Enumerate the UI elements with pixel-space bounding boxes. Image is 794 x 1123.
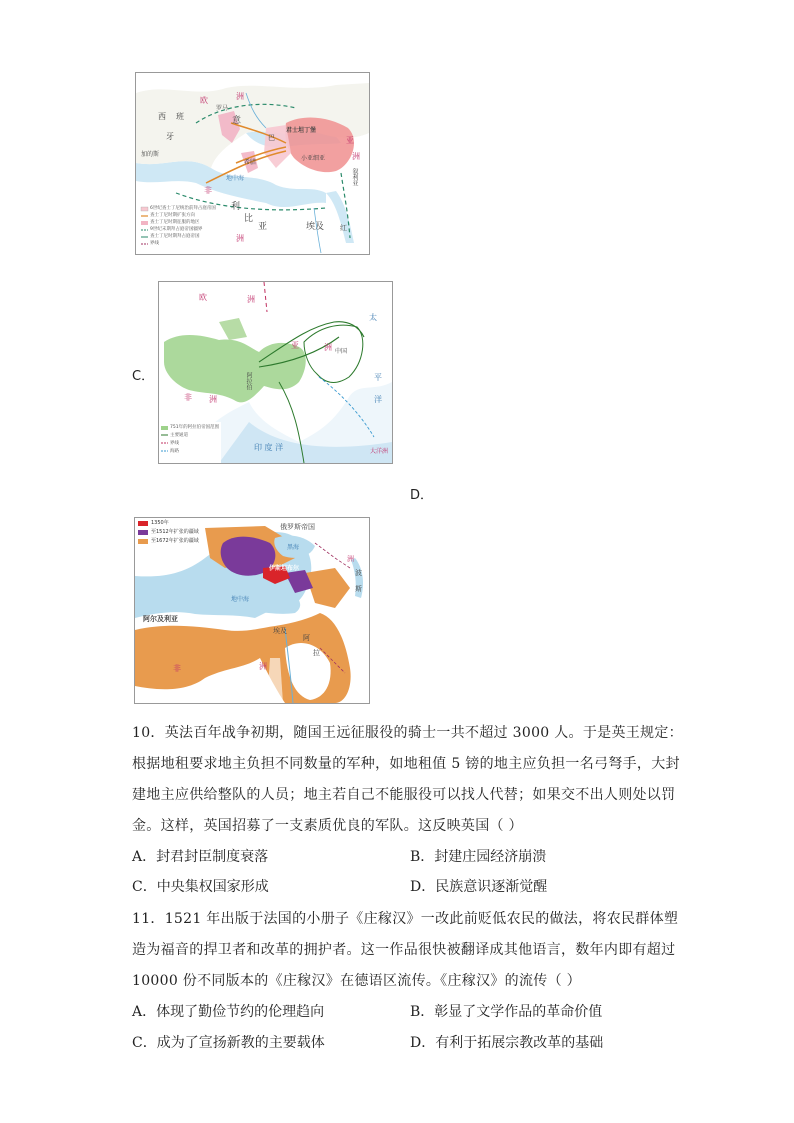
map-label: 牙 [166, 132, 174, 141]
map-label: 地中海 [231, 596, 250, 603]
map-label: 伊斯坦布尔 [269, 565, 300, 572]
q11-option-a[interactable]: A．体现了勤俭节约的伦理趋向 [132, 1004, 325, 1020]
question-11-line: 11．1521 年出版于法国的小册子《庄稼汉》一改此前贬低农民的做法，将农民群体塑 [132, 911, 679, 927]
map-label: 太 [369, 313, 377, 322]
q11-option-c[interactable]: C．成为了宣扬新教的主要载体 [132, 1035, 325, 1051]
map-label: 埃及 [306, 222, 325, 232]
map-label: 洲 [236, 92, 244, 101]
question-11-line: 造为福音的捍卫者和改革的拥护者。这一作品很快被翻译成其他语言，数年内即有超过 [132, 942, 676, 958]
map-label: 平 [374, 373, 382, 382]
map-label: 洲 [352, 152, 360, 161]
option-c-label: C． [132, 369, 155, 384]
map-label: 小亚细亚 [301, 155, 326, 162]
map-label: 希腊 [244, 159, 257, 166]
map-label: 洲 [324, 343, 332, 352]
map-label: 大洋洲 [370, 448, 389, 455]
legend-item: 9世纪末期拜占庭帝国疆界 [150, 227, 203, 232]
map-label: 巴 [268, 134, 275, 142]
map-label: 班 [176, 112, 184, 121]
q10-option-d[interactable]: D．民族意识逐渐觉醒 [410, 879, 548, 895]
map-label: 阿拉伯 [245, 372, 252, 390]
map-label: 洲 [259, 662, 267, 671]
map-label: 中国 [335, 348, 348, 355]
map-label: 洲 [347, 555, 354, 563]
map-label: 波 [355, 569, 362, 577]
q10-option-a[interactable]: A．封君封臣制度衰落 [132, 849, 269, 865]
map-label: 非 [184, 393, 192, 402]
map-label: 阿 [303, 634, 310, 642]
map-label: 欧 [199, 293, 207, 302]
map-label: 洲 [247, 295, 255, 304]
map-label: 欧 [200, 96, 208, 105]
map-label: 意 [232, 116, 242, 126]
map-label: 俄罗斯帝国 [280, 523, 315, 531]
legend-item: 6世纪查士丁尼统治前拜占庭帝国 [150, 206, 216, 211]
legend-item: 界线 [170, 441, 179, 446]
question-10-line: 10．英法百年战争初期，随国王远征服役的骑士一共不超过 3000 人。于是英王规定： [132, 725, 683, 741]
map-label: 斯 [355, 585, 362, 593]
legend-item: 至1512年扩张的疆域 [151, 529, 199, 535]
q10-option-b[interactable]: B．封建庄园经济崩溃 [410, 849, 547, 865]
map-label: 利 [231, 202, 241, 212]
map-label: 罗马 [216, 105, 229, 112]
map-arabic-empire [158, 281, 393, 464]
map-label: 地中海 [226, 175, 245, 182]
map-label: 阿尔及利亚 [143, 615, 178, 623]
map-label: 洋 [374, 395, 382, 404]
legend-item: 查士丁尼时期拜占庭帝国 [150, 234, 200, 239]
legend-item: 查士丁尼时期扩张方向 [150, 213, 195, 218]
question-10-line: 金。这样，英国招募了一支素质优良的军队。这反映英国（ ） [132, 818, 523, 834]
map-label: 亚 [346, 136, 354, 145]
question-11-line: 10000 份不同版本的《庄稼汉》在德语区流传。《庄稼汉》的流传（ ） [132, 973, 581, 989]
map-label: 埃及 [273, 627, 287, 635]
map-label: 洲 [209, 395, 217, 404]
option-d-label: D． [410, 488, 434, 503]
map-label: 西 [158, 112, 166, 121]
map-label: 亚 [291, 341, 299, 350]
legend-item: 至1672年扩张的疆域 [151, 538, 199, 544]
map-label: 亚 [258, 222, 268, 232]
legend-item: 查士丁尼时期征服的地区 [150, 220, 200, 225]
map-label: 非 [204, 186, 212, 195]
legend-item: 751年的阿拉伯帝国范围 [170, 425, 220, 430]
map-label: 非 [173, 664, 181, 673]
map-label: 印 度 洋 [254, 443, 284, 452]
map-label: 黑海 [287, 544, 300, 551]
legend-item: 界线 [150, 241, 159, 246]
q11-option-d[interactable]: D．有利于拓展宗教改革的基础 [410, 1035, 604, 1051]
q10-option-c[interactable]: C．中央集权国家形成 [132, 879, 269, 895]
map-label: 加的斯 [141, 151, 160, 158]
map-ottoman-empire [134, 517, 370, 704]
legend-item: 海路 [170, 449, 179, 454]
legend-item: 1350年 [151, 520, 169, 526]
question-10-line: 根据地租要求地主负担不同数量的军种，如地租值 5 镑的地主应负担一名弓弩手，大封 [132, 756, 680, 772]
map-label: 比 [244, 214, 254, 224]
map-label: 拉 [313, 649, 320, 657]
map-byzantine-empire [135, 72, 370, 255]
question-10-line: 建地主应供给整队的人员；地主若自己不能服役可以找人代替；如果交不出人则处以罚 [132, 787, 676, 803]
legend-item: 主要通道 [170, 433, 188, 438]
map-label: 君士坦丁堡 [286, 127, 317, 134]
map-label: 红 [340, 224, 347, 232]
map-label: 叙利亚 [351, 168, 358, 186]
q11-option-b[interactable]: B．彰显了文学作品的革命价值 [410, 1004, 603, 1020]
map-label: 洲 [236, 234, 244, 243]
